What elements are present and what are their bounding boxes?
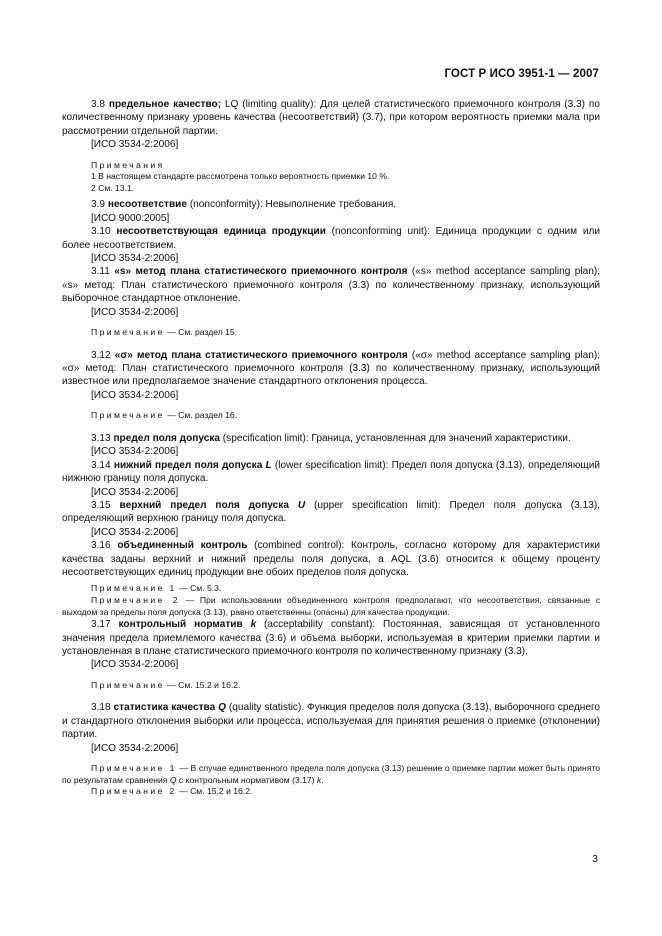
term: верхний предел поля допуска (119, 499, 298, 511)
note: Примечание — См. 15.2 и 16.2. (91, 679, 241, 690)
reference: [ИСО 3534-2:2006] (91, 306, 179, 318)
term: предел поля допуска (113, 432, 220, 444)
clause-3-11: 3.11 «s» метод плана статистического приемочного контроля («s» method acceptance sampling plan); «s» метод: План статистического приемочного контроля (3.3) по количественному признаку, использующий выборочное стандартное отклонение. (62, 266, 600, 305)
reference: [ИСО 3534-2:2006] (91, 253, 179, 265)
clause-3-15: 3.15 верхний предел поля допуска U (upper specification limit): Предел поля допуска (3.13), определяющий верхнюю границу поля допуска. (62, 499, 600, 525)
term: несоответствие (107, 199, 188, 211)
clause-3-8: 3.8 предельное качество; LQ (limiting quality): Для целей статистического приемочного контроля (3.3) по количественному признаку уровень качества (несоответствий) (3.7), при котором вероятность приемки мала при рассмотрении отдельной партии. (62, 99, 600, 137)
reference: [ИСО 3534-2:2006] (91, 742, 179, 754)
document-body (62, 98, 600, 798)
symbol: U (297, 499, 306, 511)
term: «s» метод плана статистического приемочного контроля (114, 266, 408, 278)
term: несоответствующая единица продукции (116, 226, 326, 238)
reference: [ИСО 9000:2005] (91, 212, 170, 224)
reference: [ИСО 3534-2:2006] (91, 659, 179, 671)
note-1: Примечание 1 — В случае единственного предела поля допуска (3.13) решение о приемке партии может быть принято по результатам сравнения Q с контрольным нормативом (3.17) k. (62, 762, 600, 785)
note-1: 1 В настоящем стандарте рассмотрена только вероятность приемки 10 %. (91, 171, 390, 182)
clause-3-13: 3.13 предел поля допуска (specification limit): Граница, установленная для значений характеристики. (91, 432, 571, 444)
reference: [ИСО 3534-2:2006] (91, 446, 179, 458)
term: статистика качества (113, 702, 219, 714)
clause-3-14: 3.14 нижний предел поля допуска L (lower specification limit): Предел поля допуска (3.13), определяющий нижнюю границу поля допуска. (62, 459, 601, 485)
clause-3-9: 3.9 несоответствие (nonconformity): Невыполнение требования. (91, 199, 397, 211)
clause-3-17: 3.17 контрольный норматив k (acceptability constant): Постоянная, зависящая от установленного значения предела приемлемого качества (3.6) и объема выборки, используемая в критерии приемки партии и установленная в плане статистического приемочного контроля по количественному признаку (3.3). (62, 619, 601, 657)
note: Примечание — См. раздел 15. (91, 327, 238, 338)
symbol: L (265, 459, 272, 471)
page-number: 3 (592, 853, 598, 865)
term: нижний предел поля допуска (113, 459, 266, 471)
term: предельное качество; (108, 99, 222, 110)
term: объединенный контроль (117, 540, 248, 552)
reference: [ИСО 3534-2:2006] (91, 526, 179, 538)
clause-3-16: 3.16 объединенный контроль (combined control): Контроль, согласно которому для характеристики качества заданы верхний и нижний пределы поля допуска, а AQL (3.6) относится к общему проценту несоответствующих единиц продукции вне обоих пределов поля допуска. (62, 540, 600, 578)
note: Примечание — См. раздел 16. (91, 410, 238, 421)
note-2: 2 См. 13.1. (91, 182, 135, 193)
reference: [ИСО 3534-2:2006] (91, 389, 179, 401)
note-1: Примечание 1 — См. 5.3. (91, 583, 222, 594)
symbol: Q (218, 702, 226, 714)
notes-heading: Примечания (91, 159, 165, 170)
note-2: Примечание 2 — При использовании объединенного контроля предполагают, что несоответствия, связанные с выходом за пределы поля допуска (3.13), равно ответственны (опасны) для качества продукции. (62, 594, 600, 617)
clause-3-18: 3.18 статистика качества Q (quality statistic). Функция пределов поля допуска (3.13), выборочного среднего и стандартного отклонения выборки или процесса, используемая для принятия решения о приемке (отклонении) партии. (62, 702, 601, 741)
reference: [ИСО 3534-2:2006] (91, 486, 179, 498)
symbol: k (250, 619, 257, 631)
clause-3-10: 3.10 несоответствующая единица продукции (nonconforming unit): Единица продукции с одним или более несоответствием. (62, 226, 601, 251)
term: контрольный норматив (118, 619, 251, 631)
reference: [ИСО 3534-2:2006] (91, 139, 179, 151)
clause-3-12: 3.12 «σ» метод плана статистического приемочного контроля («σ» method acceptance sampling plan); «σ» метод: План статистического приемочного контроля (3.3) по количественному признаку, использующий известное или предполагаемое значение стандартного отклонения процесса. (62, 349, 601, 388)
document-code-header: ГОСТ Р ИСО 3951-1 — 2007 (444, 68, 599, 80)
note-2: Примечание 2 — См. 15.2 и 16.2. (91, 786, 253, 797)
term: «σ» метод плана статистического приемочного контроля (114, 349, 408, 361)
